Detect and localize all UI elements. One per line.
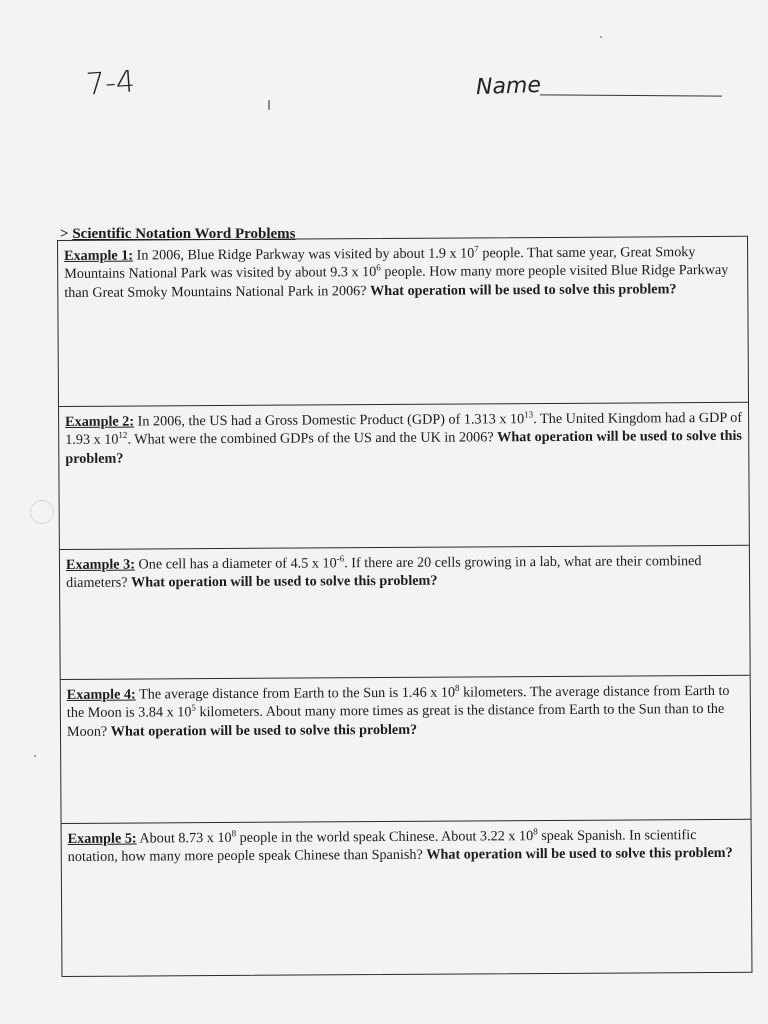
example-1-cell[interactable] [58, 237, 748, 407]
scan-speck [34, 755, 36, 757]
exponent: 7 [474, 243, 479, 254]
example-text: . What were the combined GDPs of the US and the UK in 2006? [127, 429, 498, 448]
example-label: Example 3: [65, 556, 136, 573]
scan-hole-mark [30, 500, 54, 524]
section-number: 7-4 [84, 64, 137, 103]
exponent: 6 [376, 262, 381, 273]
operation-question: What operation will be used to solve this problem? [426, 845, 733, 864]
exponent: -6 [336, 553, 345, 564]
example-text: kilometers. The average distance from Earth to the Moon is 3.84 x 10 [66, 682, 730, 722]
example-text: One cell has a diameter of 4.5 x 10 [138, 555, 337, 573]
example-label: Example 2: [65, 413, 135, 430]
example-text: About 8.73 x 10 [139, 829, 232, 847]
example-text: people. How many more people visited Blue Ridge Parkway than Great Smoky Mountains National Park in 2006? [64, 262, 729, 301]
exponent: 12 [118, 430, 128, 441]
scan-speck [600, 36, 602, 38]
example-3-cell[interactable] [60, 546, 750, 680]
example-text: In 2006, the US had a Gross Domestic Product (GDP) of 1.313 x 10 [137, 411, 525, 430]
exponent: 8 [454, 682, 460, 693]
example-text: people. That same year, Great Smoky Mountains National Park was visited by about 9.3 x 10 [64, 244, 696, 283]
operation-question: What operation will be used to solve this problem? [110, 721, 418, 740]
example-label: Example 1: [64, 247, 134, 264]
name-blank-line[interactable] [540, 94, 722, 96]
example-label: Example 5: [67, 830, 137, 847]
scan-speck [268, 100, 270, 110]
example-4-cell[interactable] [61, 676, 751, 824]
example-text: people in the world speak Chinese. About 3.22 x 10 [236, 828, 534, 846]
exponent: 8 [231, 828, 237, 839]
exponent: 13 [524, 409, 534, 420]
example-5-cell[interactable] [62, 820, 752, 976]
heading-marker: > [60, 226, 69, 242]
operation-question: What operation will be used to solve this problem? [131, 573, 438, 591]
operation-question: What operation will be used to solve this problem? [65, 428, 742, 467]
example-text: The average distance from Earth to the Sun is 1.46 x 10 [138, 684, 456, 703]
example-2-cell[interactable] [59, 403, 749, 550]
example-text: speak Spanish. In scientific notation, how many more people speak Chinese than Spanish? [67, 827, 697, 866]
example-text: . If there are 20 cells growing in a lab, what are their combined diameters? [66, 553, 702, 592]
heading-title: Scientific Notation Word Problems [72, 226, 296, 242]
example-text: kilometers. About many more times as great is the distance from Earth to the Sun than to the Moon? [66, 701, 725, 740]
example-text: . The United Kingdom had a GDP of 1.93 x 10 [65, 409, 743, 449]
exponent: 8 [533, 826, 538, 837]
name-label: Name [475, 72, 542, 101]
problems-table [57, 236, 752, 977]
exponent: 5 [191, 702, 196, 713]
example-label: Example 4: [66, 686, 136, 703]
example-text: In 2006, Blue Ridge Parkway was visited by about 1.9 x 10 [136, 245, 475, 264]
operation-question: What operation will be used to solve this problem? [370, 281, 677, 299]
